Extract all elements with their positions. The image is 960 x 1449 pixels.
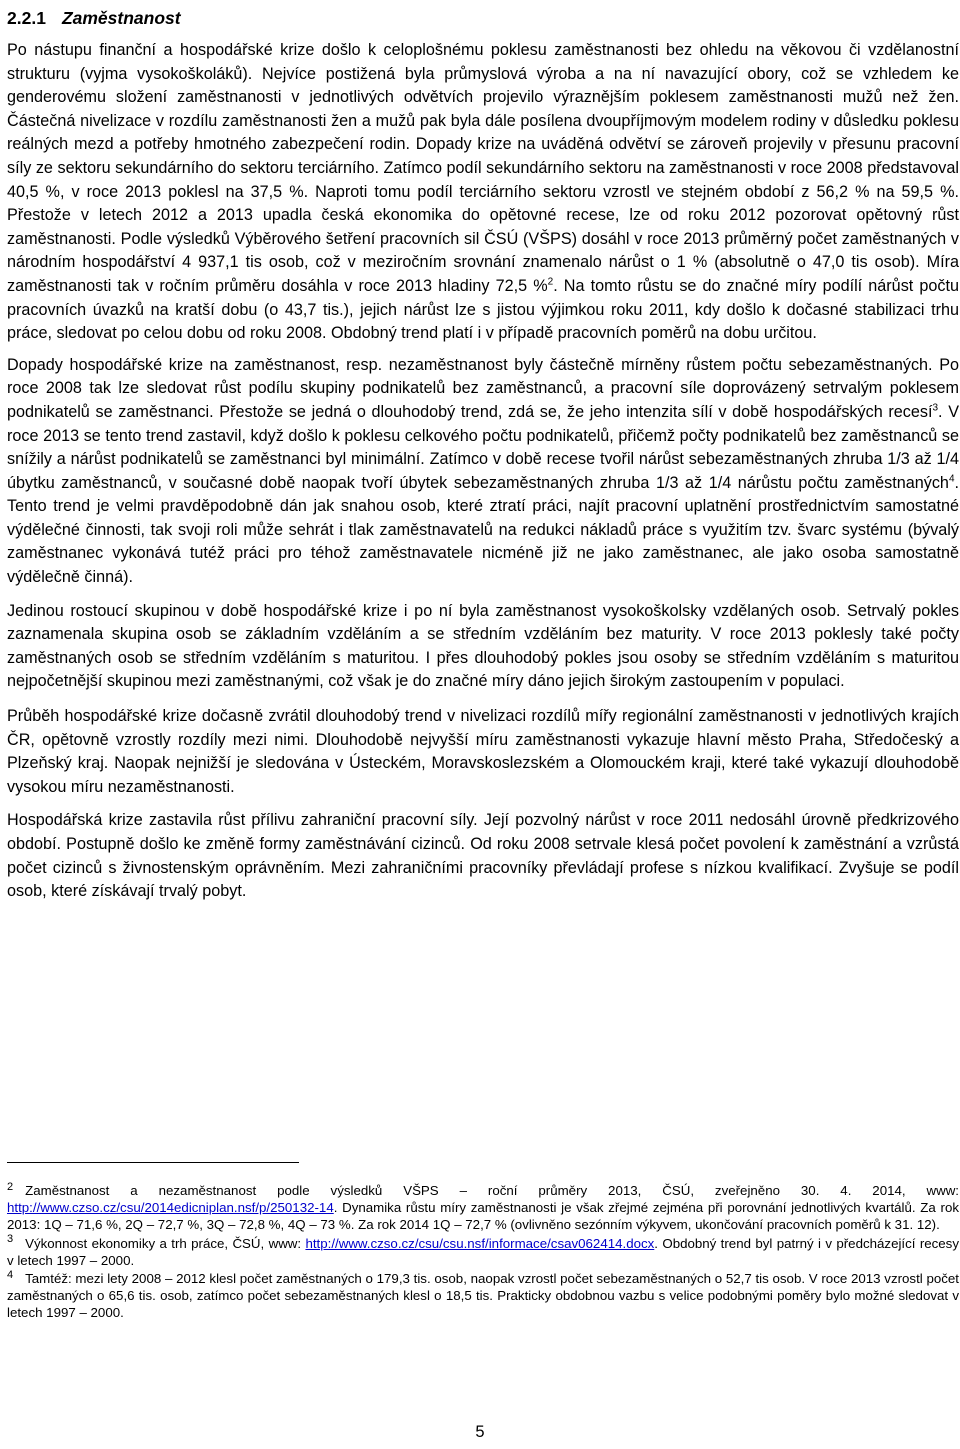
footnote-2: $^2$ Zaměstnanost a nezaměstnanost podle výsledků VŠPS – roční průměry 2013, ČSÚ, zveřejněno 30. 4. 2014, www: http://www.czso.cz/csu/2014edicniplan.nsf/p/250132-14. Dynamika růstu míry zaměstnanosti je však zřejmé zejména při porovnání jednotlivých kvartálů. Za rok 2013: 1Q – 71,6 %, 2Q – 72,7 %, 3Q – 72,8 %, 4Q – 73 %. Za rok 2014 1Q – 72,7 % (ovlivněno sezónním výkyvem, ukončování pracovních poměrů k 31. 12).	[7, 1180, 959, 1233]
paragraph-foreign-workers: Hospodářská krize zastavila růst přílivu zahraniční pracovní síly. Její pozvolný nárůst v roce 2011 nedosáhl úrovně předkrizového období. Postupně došlo ke změně formy zaměstnávání cizinců. Od roku 2008 setrvale klesá počet povolení k zaměstnání a vzrůstá počet cizinců s živnostenským oprávněním. Mezi zahraničními pracovníky převládají profese s nízkou kvalifikací. Zvyšuje se podíl osob, které získávají trvalý pobyt.	[7, 811, 959, 901]
section-title: Zaměstnanost	[61, 8, 181, 28]
footnote-ref-2[interactable]: 2	[547, 276, 554, 288]
footnotes	[7, 1182, 959, 1323]
footnote-ref-4[interactable]: 4	[948, 473, 955, 485]
paragraph-self-employment: Dopady hospodářské krize na zaměstnanost, resp. nezaměstnanost byly částečně mírněny růstem počtu sebezaměstnaných. Po roce 2008 tak lze sledovat růst podílu skupiny podnikatelů bez zaměstnanců, a pracovní síle doprovázený setrvalým poklesem podnikatelů se zaměstnanci. Přestože se jedná o dlouhodobý trend, zdá se, že jeho intenzita sílí v době hospodářských recesí$^3$. V roce 2013 se tento trend zastavil, když došlo k poklesu celkového počtu podnikatelů, přičemž počty podnikatelů bez zaměstnanců se snížily a nárůst podnikatelů se zaměstnanci byl minimální. Zatímco v době recese tvořil nárůst sebezaměstnaných zhruba 1/3 až 1/4 úbytku zaměstnanců, v současné době naopak tvoří úbytek sebezaměstnaných zhruba 1/3 až 1/4 nárůstu počtu zaměstnaných$^4$. Tento trend je velmi pravděpodobně dán jak snahou osob, které ztratí práci, najít pracovní uplatnění prostřednictvím samostatné výdělečné činnosti, tak svoji roli může sehrát i tlak zaměstnavatelů na redukci nákladů práce s využitím tzv. švarc systému (bývalý zaměstnanec vykonává tutéž práci pro téhož zaměstnavatele nicméně již ne jako zaměstnanec, ale jako osoba samostatně výdělečně činná).	[7, 355, 959, 587]
paragraph-regional-differences: Průběh hospodářské krize dočasně zvrátil dlouhodobý trend v nivelizaci rozdílů mířy regionální zaměstnanosti v jednotlivých krajích ČR, opětovně vzrostly rozdíly mezi nimi. Dlouhodobě nejvyšší míru zaměstnanosti vykazuje hlavní město Praha, Středočeský a Plzeňský kraj. Naopak nejnižší je sledována v Ústeckém, Moravskoslezském a Olomouckém kraji, které také vykazují dlouhodobě vysokou míru nezaměstnanosti.	[7, 707, 959, 796]
paragraph-education-groups: Jedinou rostoucí skupinou v době hospodářské krize i po ní byla zaměstnanost vysokoškolsky vzdělaných osob. Setrvalý pokles zaznamenala skupina osob se základním vzděláním a se středním vzděláním bez maturity. V roce 2013 poklesly také počty zaměstnaných osob se středním vzděláním s maturitou. I přes dlouhodobý pokles jsou osoby se středním vzděláním s maturitou nejpočetnější skupinou mezi zaměstnanými, což však je do značné míry dáno jejich širokým zastoupením v populaci.	[7, 601, 959, 691]
footnote-2-link[interactable]: http://www.czso.cz/csu/2014edicniplan.nsf/p/250132-14	[7, 1200, 334, 1216]
footnote-separator	[7, 1162, 299, 1163]
page-number: 5	[475, 1423, 485, 1441]
document-page	[7, 0, 959, 1321]
paragraph-employment-decline: Po nástupu finanční a hospodářské krize došlo k celoplošnému poklesu zaměstnanosti bez ohledu na věkovou či vzdělanostní strukturu (vyjma vysokoškoláků). Nejvíce postižená byla průmyslová výroba a na ní navazující obory, což se vzhledem ke genderovému složení zaměstnanosti v jednotlivých odvětvích projevilo výraznějším poklesem zaměstnanosti mužů než žen. Částečná nivelizace v rozdílu zaměstnanosti žen a mužů pak byla dále posílena dvoupříjmovým modelem rodiny v důsledku poklesu reálných mezd a potřeby hmotného zabezpečení rodin. Dopady krize na uváděná odvětví se zároveň projevily v přesunu pracovní síly ze sektoru sekundárního do sektoru terciárního. Zatímco podíl sekundárního sektoru na zaměstnanosti v roce 2008 představoval 40,5 %, v roce 2013 poklesl na 37,5 %. Naproti tomu podíl terciárního sektoru vzrostl ve stejném období z 56,2 % na 59,5 %. Přestože v letech 2012 a 2013 upadla česká ekonomika do opětovné recese, lze od roku 2012 pozorovat opětovný růst zaměstnanosti. Podle výsledků Výběrového šetření pracovních sil ČSÚ (VŠPS) dosáhl v roce 2013 průměrný počet zaměstnaných v národním hospodářství 4 937,1 tis osob, což v meziročním srovnání znamenalo nárůst o 1 % (absolutně o 47,0 tis osob). Míra zaměstnanosti tak v ročním průměru dosáhla v roce 2013 hladiny 72,5 %$^2$. Na tomto růstu se do značné míry podílí nárůst počtu pracovních úvazků na kratší dobu (o 43,7 tis.), jejich nárůst lze s jistou výjimkou roku 2011, kdy došlo k dočasné stabilizaci trhu práce, sledovat po celou dobu od roku 2008. Obdobný trend platí i v případě pracovních poměrů na dobu určitou.	[7, 41, 959, 343]
footnote-ref-3[interactable]: 3	[932, 402, 939, 414]
footnote-4: $^4$ Tamtéž: mezi lety 2008 – 2012 klesl počet zaměstnaných o 179,3 tis. osob, naopak vzrostl počet sebezaměstnaných o 52,7 tis osob. V roce 2013 vzrostl počet zaměstnaných o 65,6 tis. osob, zatímco počet sebezaměstnaných klesl o 18,5 tis. Prakticky obdobnou vazbu s velice podobnými poměry bylo možné sledovat v letech 1997 – 2000.	[7, 1268, 959, 1321]
section-number: 2.2.1	[7, 8, 46, 28]
section-heading	[7, 6, 959, 30]
footnote-3: $^3$ Výkonnost ekonomiky a trh práce, ČSÚ, www: http://www.czso.cz/csu/csu.nsf/informace/csav062414.docx. Obdobný trend byl patrný i v předcházející recesy v letech 1997 – 2000.	[7, 1233, 959, 1268]
footnote-3-link[interactable]: http://www.czso.cz/csu/csu.nsf/informace/csav062414.docx	[305, 1235, 655, 1251]
